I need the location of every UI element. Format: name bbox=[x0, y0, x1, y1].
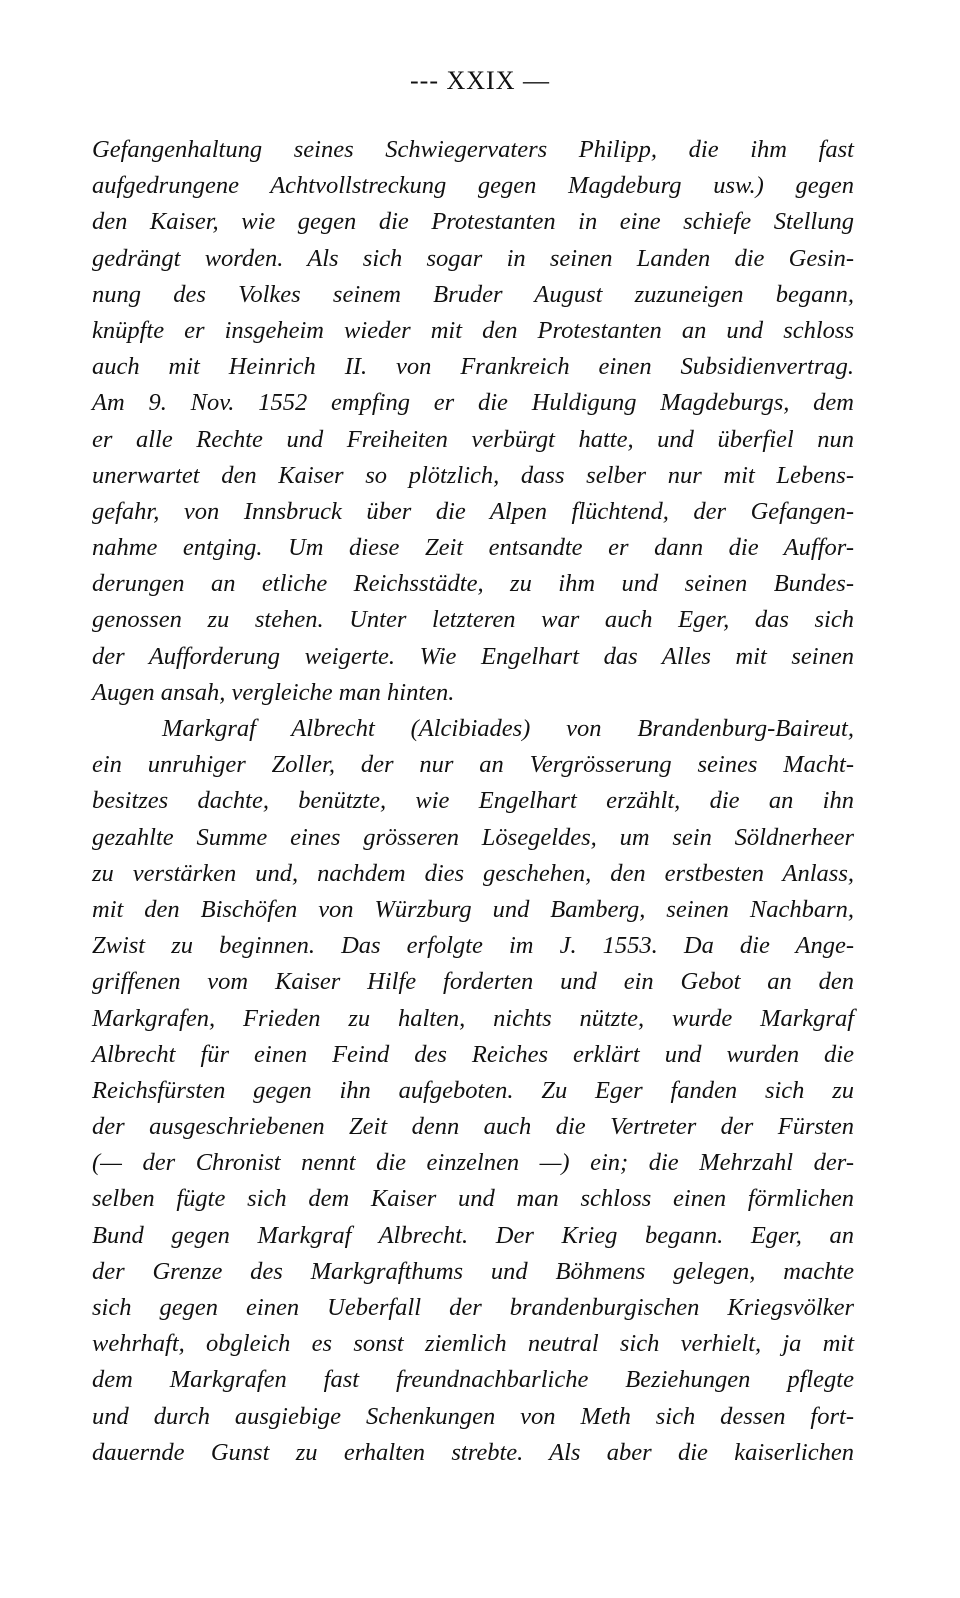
text-line: mit den Bischöfen von Würzburg und Bamberg, seinen Nachbarn, bbox=[92, 895, 854, 923]
text-line: den Kaiser, wie gegen die Protestanten in eine schiefe Stellung bbox=[92, 208, 854, 236]
text-line: nung des Volkes seinem Bruder August zuzuneigen begann, bbox=[92, 280, 854, 308]
text-line: wehrhaft, obgleich es sonst ziemlich neutral sich verhielt, ja mit bbox=[92, 1330, 854, 1358]
text-line: derungen an etliche Reichsstädte, zu ihm und seinen Bundes- bbox=[92, 570, 854, 598]
text-line: sich gegen einen Ueberfall der brandenburgischen Kriegsvölker bbox=[92, 1294, 854, 1321]
text-line: er alle Rechte und Freiheiten verbürgt hatte, und überfiel nun bbox=[92, 425, 854, 453]
text-line: dauernde Gunst zu erhalten strebte. Als aber die kaiserlichen bbox=[92, 1438, 854, 1466]
text-line: selben fügte sich dem Kaiser und man schloss einen förmlichen bbox=[92, 1185, 854, 1213]
text-line: gezahlte Summe eines grösseren Lösegeldes, um sein Söldnerheer bbox=[92, 823, 854, 851]
text-line: genossen zu stehen. Unter letzteren war auch Eger, das sich bbox=[92, 606, 854, 634]
text-line: Markgraf Albrecht (Alcibiades) von Brandenburg-Baireut, bbox=[162, 715, 854, 742]
text-line: Zwist zu beginnen. Das erfolgte im J. 1553. Da die Ange- bbox=[92, 932, 854, 960]
text-line: der Aufforderung weigerte. Wie Engelhart das Alles mit seinen bbox=[92, 642, 854, 670]
text-line: Gefangenhaltung seines Schwiegervaters Philipp, die ihm fast bbox=[92, 136, 854, 163]
text-line: Reichsfürsten gegen ihn aufgeboten. Zu Eger fanden sich zu bbox=[92, 1076, 854, 1104]
text-line: Augen ansah, vergleiche man hinten. bbox=[92, 678, 455, 706]
text-line: ein unruhiger Zoller, der nur an Vergrösserung seines Macht- bbox=[92, 751, 854, 779]
text-line: Bund gegen Markgraf Albrecht. Der Krieg begann. Eger, an bbox=[92, 1221, 854, 1249]
text-line: (— der Chronist nennt die einzelnen —) ein; die Mehrzahl der- bbox=[92, 1149, 854, 1177]
text-line: nahme entging. Um diese Zeit entsandte er dann die Auffor- bbox=[92, 534, 854, 562]
text-line: griffenen vom Kaiser Hilfe forderten und ein Gebot an den bbox=[92, 968, 854, 996]
text-line: der ausgeschriebenen Zeit denn auch die Vertreter der Fürsten bbox=[92, 1113, 854, 1141]
text-line: knüpfte er insgeheim wieder mit den Protestanten an und schloss bbox=[92, 316, 854, 344]
text-line: zu verstärken und, nachdem dies geschehen, den erstbesten Anlass, bbox=[92, 859, 854, 887]
text-line: besitzes dachte, benützte, wie Engelhart erzählt, die an ihn bbox=[92, 787, 854, 815]
text-line: aufgedrungene Achtvollstreckung gegen Magdeburg usw.) gegen bbox=[92, 172, 854, 200]
text-line: dem Markgrafen fast freundnachbarliche Beziehungen pflegte bbox=[92, 1366, 854, 1394]
text-line: und durch ausgiebige Schenkungen von Meth sich dessen fort- bbox=[92, 1402, 854, 1430]
text-line: Markgrafen, Frieden zu halten, nichts nützte, wurde Markgraf bbox=[92, 1004, 854, 1032]
text-line: unerwartet den Kaiser so plötzlich, dass selber nur mit Lebens- bbox=[92, 461, 854, 489]
body-text bbox=[92, 132, 854, 1471]
page-number: --- XXIX — bbox=[410, 66, 550, 95]
text-line: der Grenze des Markgrafthums und Böhmens gelegen, machte bbox=[92, 1257, 854, 1285]
text-line: auch mit Heinrich II. von Frankreich einen Subsidienvertrag. bbox=[92, 353, 854, 381]
text-line: gefahr, von Innsbruck über die Alpen flüchtend, der Gefangen- bbox=[92, 497, 854, 525]
text-line: Am 9. Nov. 1552 empfing er die Huldigung Magdeburgs, dem bbox=[92, 389, 854, 417]
text-line: gedrängt worden. Als sich sogar in seinen Landen die Gesin- bbox=[92, 244, 854, 272]
text-line: Albrecht für einen Feind des Reiches erklärt und wurden die bbox=[92, 1040, 854, 1068]
